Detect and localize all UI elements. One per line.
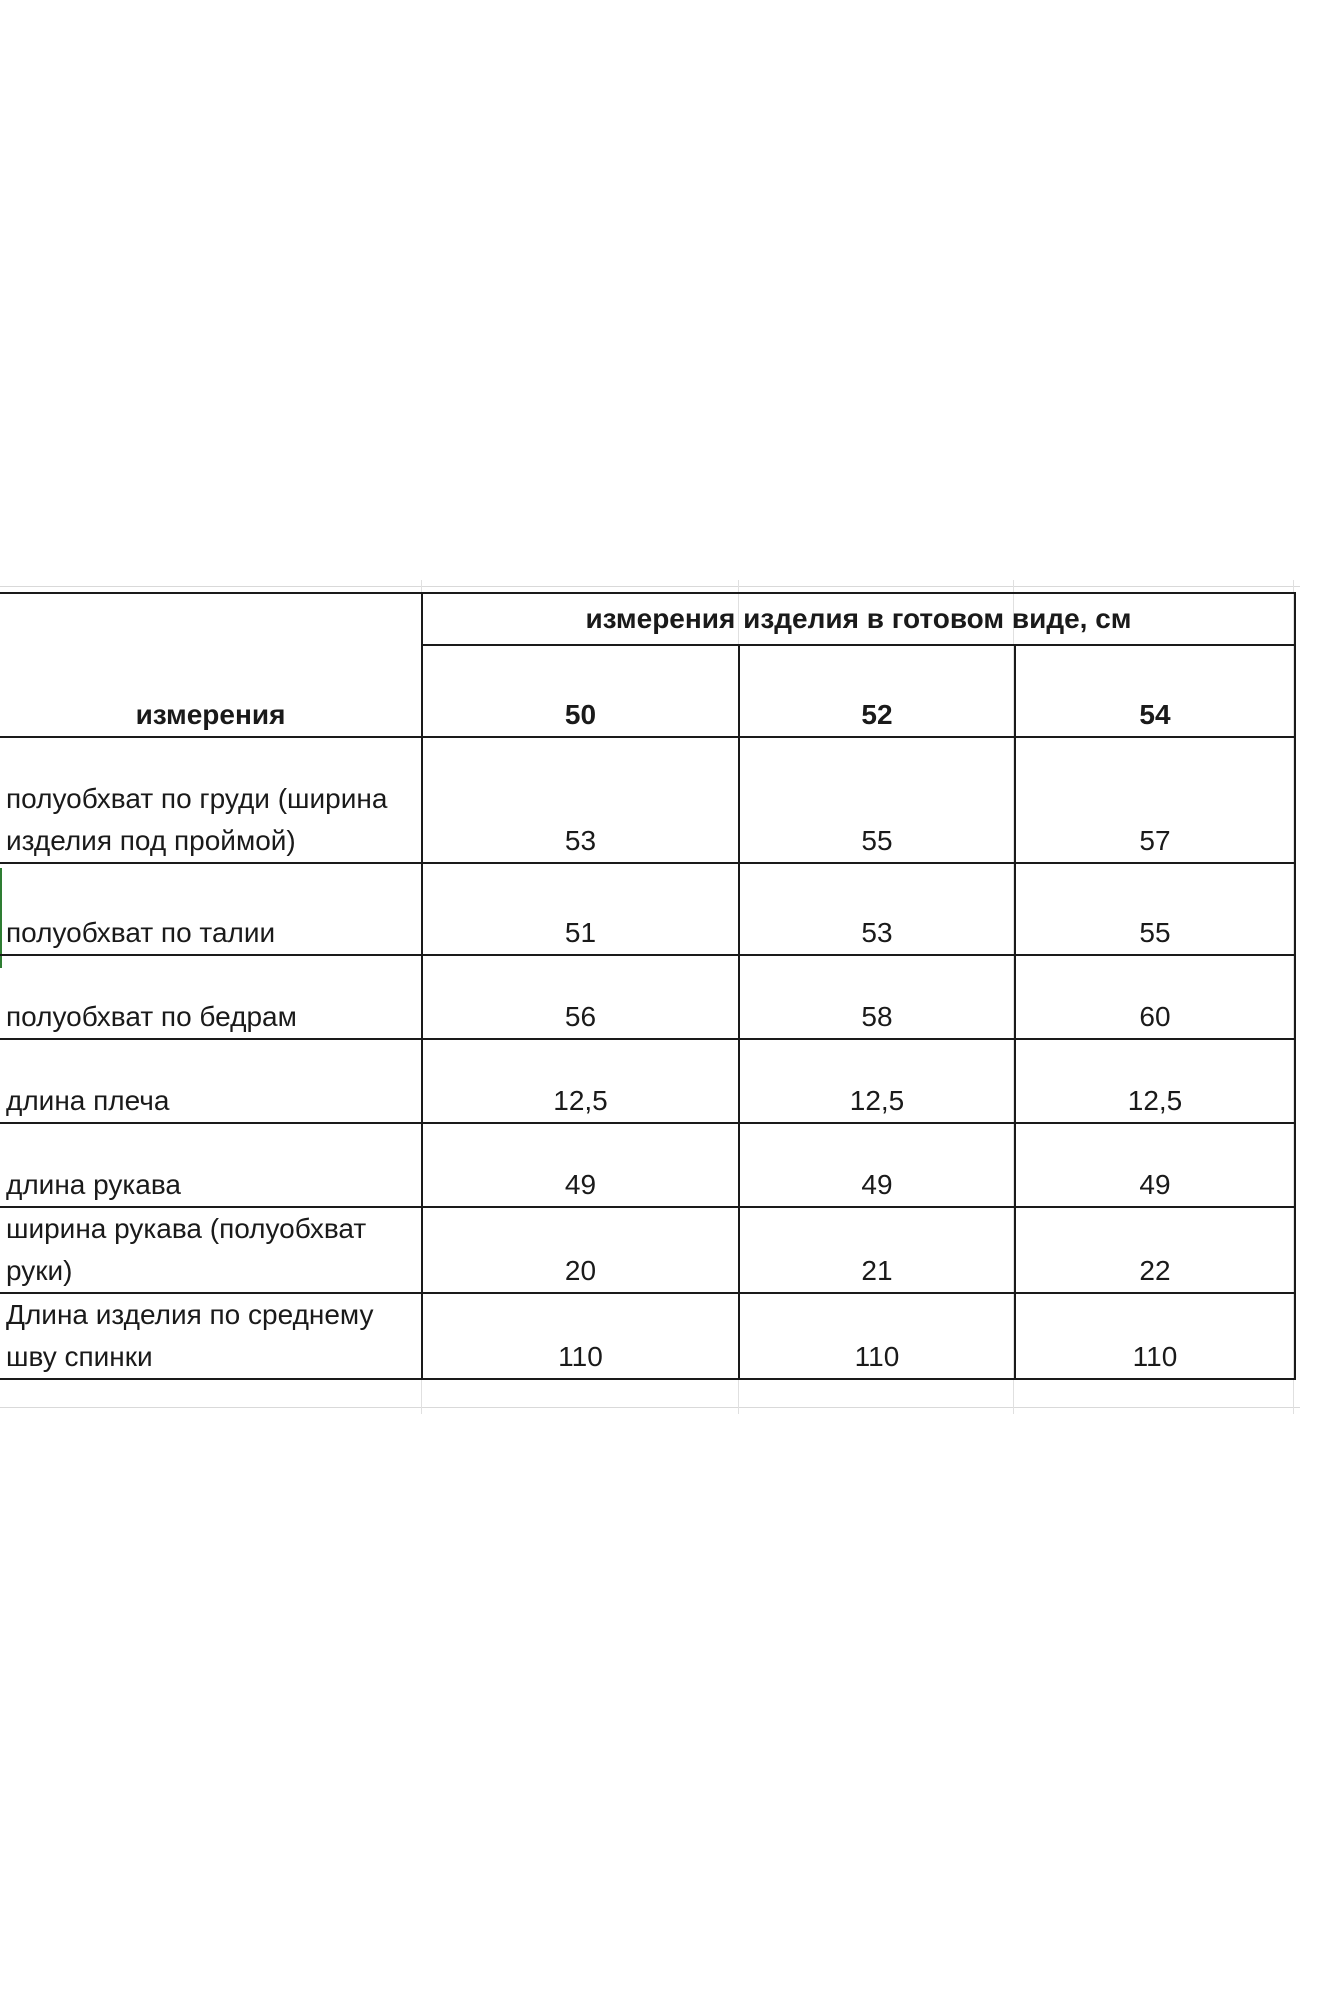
cell-value: 58 <box>739 955 1015 1039</box>
row-label: ширина рукава (полуобхват руки) <box>0 1207 422 1293</box>
cell-value: 20 <box>422 1207 739 1293</box>
row-label: полуобхват по груди (ширина изделия под проймой) <box>0 737 422 863</box>
table-row <box>0 1293 1295 1379</box>
cell-value: 49 <box>739 1123 1015 1207</box>
cell-value: 60 <box>1015 955 1295 1039</box>
cell-value: 110 <box>422 1293 739 1379</box>
row-header-cell <box>0 593 422 737</box>
cell-value: 12,5 <box>422 1039 739 1123</box>
cell-value: 12,5 <box>739 1039 1015 1123</box>
table-row <box>0 737 1295 863</box>
size-table <box>0 592 1296 1380</box>
row-label: длина плеча <box>0 1039 422 1123</box>
table-row <box>0 1207 1295 1293</box>
table-row <box>0 1123 1295 1207</box>
row-header-label: измерения <box>135 699 286 730</box>
table-caption: измерения изделия в готовом виде, см <box>585 603 1132 634</box>
cell-value: 110 <box>1015 1293 1295 1379</box>
header-row-caption <box>0 593 1295 645</box>
row-label: Длина изделия по среднему шву спинки <box>0 1293 422 1379</box>
cell-value: 55 <box>739 737 1015 863</box>
size-header-50: 50 <box>422 645 739 737</box>
cell-value: 12,5 <box>1015 1039 1295 1123</box>
cell-value: 49 <box>1015 1123 1295 1207</box>
cell-value: 56 <box>422 955 739 1039</box>
cell-value: 55 <box>1015 863 1295 955</box>
table-row <box>0 863 1295 955</box>
cell-value: 51 <box>422 863 739 955</box>
size-header-54: 54 <box>1015 645 1295 737</box>
cell-value: 110 <box>739 1293 1015 1379</box>
row-label: полуобхват по бедрам <box>0 955 422 1039</box>
cell-value: 53 <box>422 737 739 863</box>
gridline-top <box>0 586 1300 587</box>
caption-cell <box>422 593 1295 645</box>
cell-value: 22 <box>1015 1207 1295 1293</box>
row-label: длина рукава <box>0 1123 422 1207</box>
size-header-52: 52 <box>739 645 1015 737</box>
cell-value: 57 <box>1015 737 1295 863</box>
cell-value: 53 <box>739 863 1015 955</box>
cell-value: 21 <box>739 1207 1015 1293</box>
table-row <box>0 955 1295 1039</box>
gridline-bottom <box>0 1407 1300 1408</box>
row-label: полуобхват по талии <box>0 863 422 955</box>
table-row <box>0 1039 1295 1123</box>
cell-value: 49 <box>422 1123 739 1207</box>
